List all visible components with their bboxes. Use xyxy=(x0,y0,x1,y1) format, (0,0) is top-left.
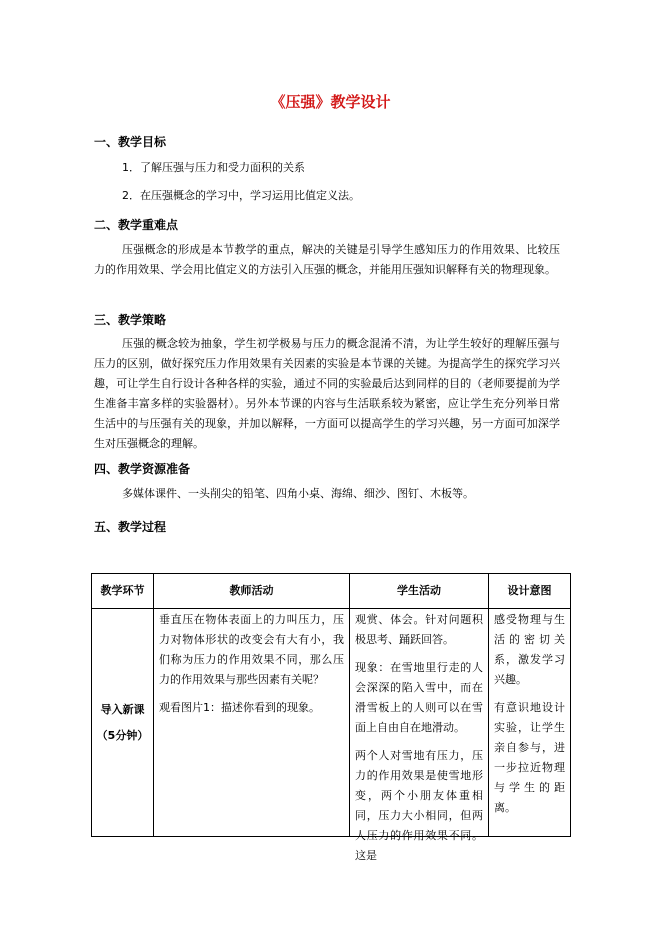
header-stage: 教学环节 xyxy=(92,574,154,609)
stage-duration: （5分钟） xyxy=(96,728,149,742)
intent-text-1: 感受物理与生活的密切关系，激发学习兴趣。 xyxy=(494,613,565,686)
goal-item-1: 1．了解压强与压力和受力面积的关系 xyxy=(122,161,305,174)
header-student-activity: 学生活动 xyxy=(350,574,489,609)
teacher-text-1: 垂直压在物体表面上的力叫压力，压力对物体形状的改变会有大有小，我们称为压力的作用效果不同，那么压力的作用效果与那些因素有关呢？ xyxy=(159,613,344,686)
header-design-intent: 设计意图 xyxy=(489,574,571,609)
goal-item-2: 2．在压强概念的学习中，学习运用比值定义法。 xyxy=(122,189,360,202)
section-heading-goals: 一、教学目标 xyxy=(94,135,167,149)
student-activity-cell xyxy=(350,609,489,862)
student-text-3: 两个人对雪地有压力，压力的作用效果是使雪地形变，两个小朋友体重相同，压力大小相同，但两人压力的作用效果不同。这是 xyxy=(355,749,483,862)
student-text-2: 现象：在雪地里行走的人会深深的陷入雪中，而在滑雪板上的人则可以在雪面上自由自在地滑动。 xyxy=(355,661,483,734)
table-row xyxy=(92,609,571,837)
design-intent-cell xyxy=(489,609,571,837)
teacher-activity-cell xyxy=(154,609,350,837)
stage-name: 导入新课 xyxy=(100,702,145,716)
stage-cell xyxy=(92,609,154,837)
resources-paragraph: 多媒体课件、一头削尖的铅笔、四角小桌、海绵、细沙、图钉、木板等。 xyxy=(122,487,474,500)
teacher-text-2: 观看图片1：描述你看到的现象。 xyxy=(159,701,320,714)
section-heading-process: 五、教学过程 xyxy=(94,520,167,534)
header-teacher-activity: 教师活动 xyxy=(154,574,350,609)
process-table xyxy=(91,573,571,862)
strategy-paragraph: 压强的概念较为抽象，学生初学极易与压力的概念混淆不清，为让学生较好的理解压强与压力的区别，做好探究压力作用效果有关因素的实验是本节课的关键。为提高学生的探究学习兴趣，可让学生自行设计各种各样的实验，通过不同的实验最后达到同样的目的（老师要提前为学生准备丰富多样的实验器材）。另外本节课的内容与生活联系较为紧密，应让学生充分列举日常生活中的与压强有关的现象，并加以解释，一方面可以提高学生的学习兴趣，另一方面可加深学生对压强概念的理解。 xyxy=(94,337,560,450)
section-heading-key-points: 二、教学重难点 xyxy=(94,218,179,232)
document-title: 《压强》教学设计 xyxy=(270,93,391,111)
key-points-paragraph: 压强概念的形成是本节教学的重点，解决的关键是引导学生感知压力的作用效果、比较压力的作用效果、学会用比值定义的方法引入压强的概念，并能用压强知识解释有关的物理现象。 xyxy=(94,243,560,276)
section-heading-strategy: 三、教学策略 xyxy=(94,313,167,327)
intent-text-2: 有意识地设计实验，让学生亲自参与，进一步拉近物理与学生的距离。 xyxy=(494,701,565,814)
section-heading-resources: 四、教学资源准备 xyxy=(94,462,191,476)
student-text-1: 观赏、体会。针对问题积极思考、踊跃回答。 xyxy=(355,613,483,646)
table-header-row xyxy=(92,574,571,609)
